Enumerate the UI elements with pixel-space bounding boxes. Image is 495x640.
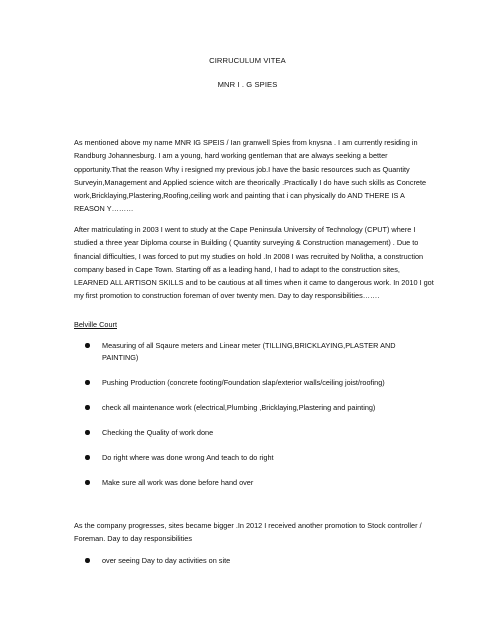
bullet-icon [85, 405, 90, 410]
list-item-text: Measuring of all Sqaure meters and Linear meter (TILLING,BRICKLAYING,PLASTER AND PAINTING) [102, 341, 396, 362]
bullet-icon [85, 455, 90, 460]
intro-paragraph: As mentioned above my name MNR IG SPEIS / Ian granwell Spies from knysna . I am currently residing in Randburg Johannesburg. I am a young, hard working gentleman that are always seeking a better opportunity.That the reason Why i resigned my previous job.I have the basic resources such as Quantity Surveyin,Management and Applied science witch are theorically .Practically I do have such skills as Concrete work,Bricklaying,Plastering,Roofing,ceiling work and painting that i can physically do AND THERE IS A REASON Y……… [74, 138, 427, 214]
bullet-icon [85, 480, 90, 485]
list-item-text: Do right where was done wrong And teach to do right [102, 453, 274, 462]
bullet-icon [85, 430, 90, 435]
bullet-icon [85, 380, 90, 385]
list-item [85, 452, 425, 464]
bullet-icon [85, 558, 90, 563]
list-item-text: Pushing Production (concrete footing/Foundation slap/exterior walls/ceiling joist/roofing) [102, 378, 385, 387]
document-title: CIRRUCULUM VITEA [209, 56, 286, 65]
candidate-name: MNR I . G SPIES [217, 80, 278, 89]
education-paragraph: After matriculating in 2003 I went to study at the Cape Peninsula University of Technology (CPUT) where I studied a three year Diploma course in Building ( Quantity surveying & Construction management) . Due to financial difficulties, I was forced to put my studies on hold .In 2008 I was recruited by Nolitha, a construction company based in Cape Town. Starting off as a leading hand, I had to adapt to the construction sites, LEARNED ALL ARTISON SKILLS and to be cautious at all times when it came to dangerous work. In 2010 I got my first promotion to construction foreman of over twenty men. Day to day responsibilities……. [74, 225, 434, 301]
list-item-text: check all maintenance work (electrical,Plumbing ,Bricklaying,Plastering and painting) [102, 403, 376, 412]
list-item-text: Checking the Quality of work done [102, 428, 214, 437]
list-item-text: Make sure all work was done before hand over [102, 478, 254, 487]
list-item [85, 427, 425, 439]
promotion-paragraph: As the company progresses, sites became bigger .In 2012 I received another promotion to Stock controller / Foreman. Day to day responsibilities [74, 521, 422, 544]
list-item-text: over seeing Day to day activities on site [102, 556, 231, 565]
list-item [85, 555, 425, 567]
bullet-icon [85, 343, 90, 348]
stock-controller-list [85, 555, 425, 567]
section-heading-belville-court: Belville Court [74, 320, 117, 329]
list-item [85, 477, 425, 489]
responsibilities-list [85, 340, 425, 502]
list-item [85, 402, 425, 414]
list-item [85, 377, 425, 389]
list-item [85, 340, 425, 364]
